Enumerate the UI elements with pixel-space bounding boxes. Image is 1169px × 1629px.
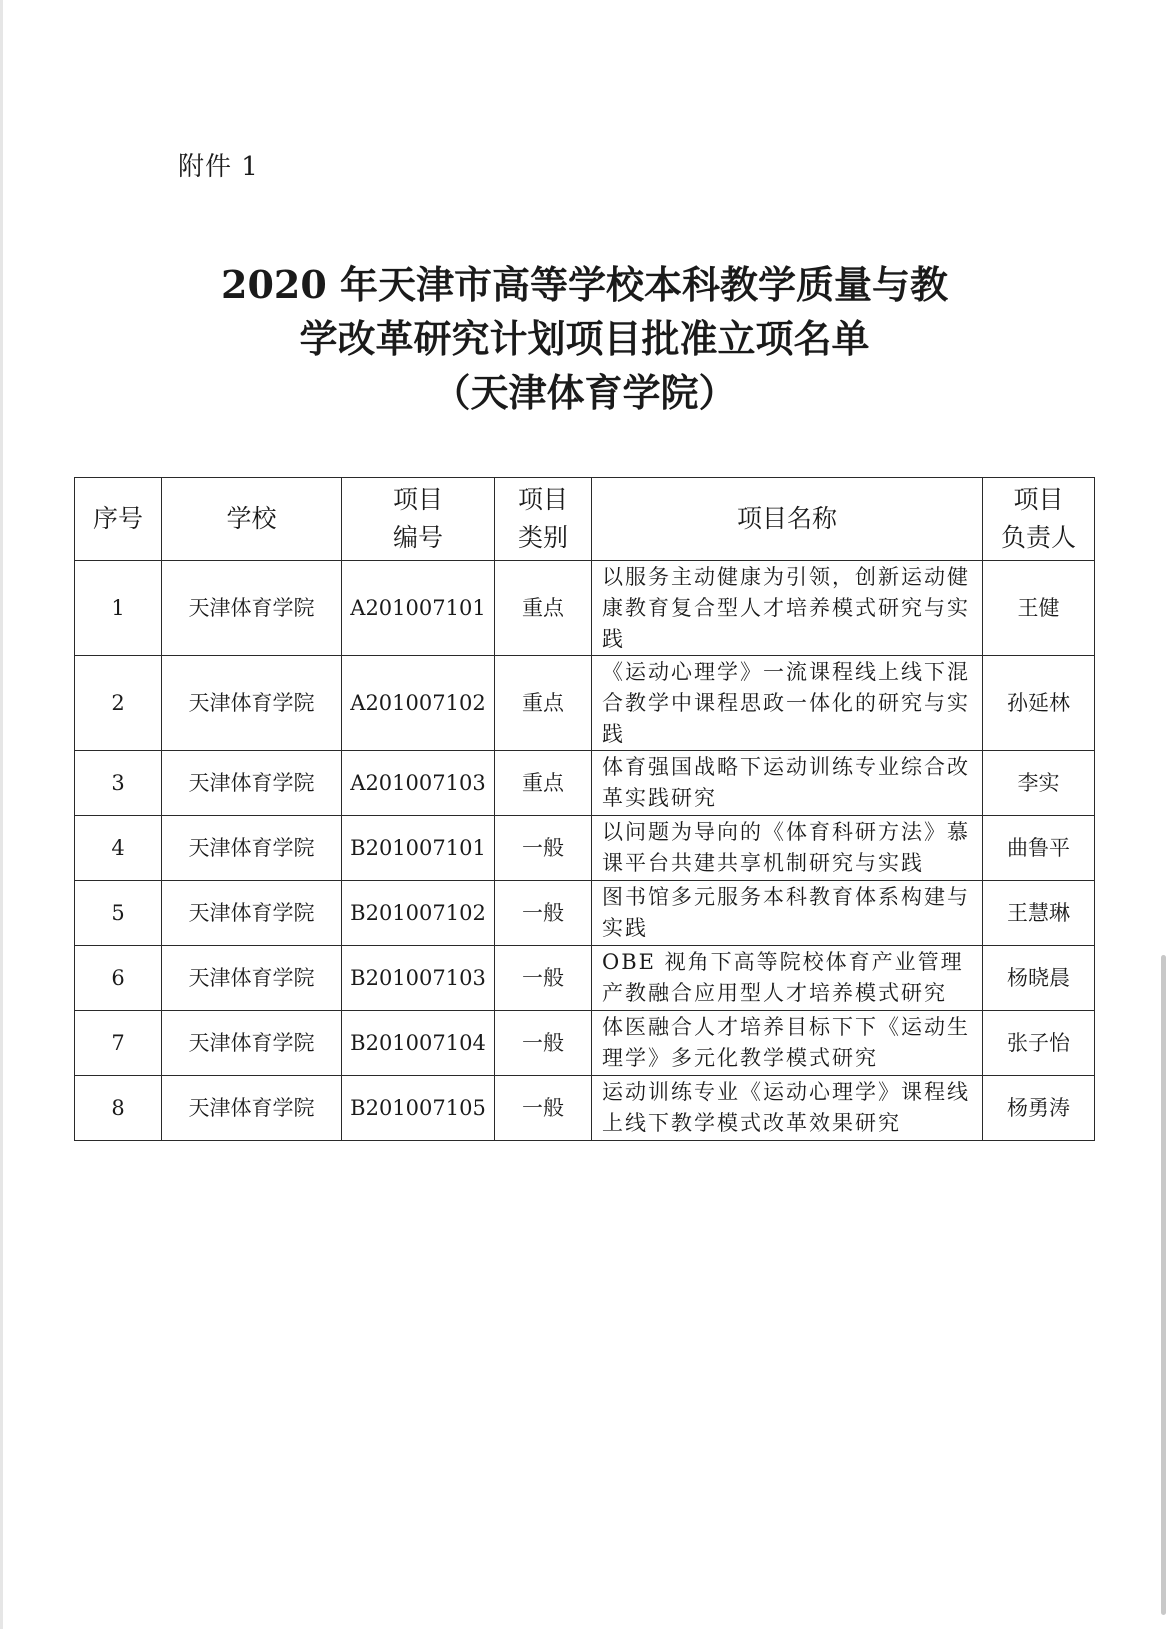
row-code: A201007102 bbox=[342, 656, 495, 751]
row-school: 天津体育学院 bbox=[162, 1011, 342, 1076]
header-code-line2: 编号 bbox=[392, 523, 443, 552]
header-code bbox=[342, 478, 495, 561]
row-leader: 李实 bbox=[983, 751, 1095, 816]
row-project-name: 以问题为导向的《体育科研方法》慕课平台共建共享机制研究与实践 bbox=[592, 816, 983, 881]
row-school: 天津体育学院 bbox=[162, 561, 342, 656]
row-school: 天津体育学院 bbox=[162, 881, 342, 946]
row-index: 4 bbox=[75, 816, 162, 881]
header-category-line1: 项目 bbox=[517, 485, 568, 514]
row-school: 天津体育学院 bbox=[162, 751, 342, 816]
header-leader-line2: 负责人 bbox=[1000, 523, 1076, 552]
row-code: B201007104 bbox=[342, 1011, 495, 1076]
table-row bbox=[75, 656, 1095, 751]
row-school: 天津体育学院 bbox=[162, 946, 342, 1011]
row-category: 重点 bbox=[495, 656, 592, 751]
row-index: 1 bbox=[75, 561, 162, 656]
row-category: 一般 bbox=[495, 946, 592, 1011]
row-leader: 王健 bbox=[983, 561, 1095, 656]
row-project-name: OBE 视角下高等院校体育产业管理产教融合应用型人才培养模式研究 bbox=[592, 946, 983, 1011]
row-category: 重点 bbox=[495, 561, 592, 656]
table-row bbox=[75, 1076, 1095, 1141]
header-leader bbox=[983, 478, 1095, 561]
project-table bbox=[74, 477, 1095, 1141]
attachment-label: 附件 1 bbox=[178, 152, 259, 182]
row-category: 重点 bbox=[495, 751, 592, 816]
row-index: 7 bbox=[75, 1011, 162, 1076]
header-leader-line1: 项目 bbox=[1013, 485, 1064, 514]
row-code: B201007103 bbox=[342, 946, 495, 1011]
row-project-name: 体育强国战略下运动训练专业综合改革实践研究 bbox=[592, 751, 983, 816]
row-category: 一般 bbox=[495, 816, 592, 881]
row-index: 6 bbox=[75, 946, 162, 1011]
table-row bbox=[75, 1011, 1095, 1076]
header-school: 学校 bbox=[162, 478, 342, 561]
row-leader: 孙延林 bbox=[983, 656, 1095, 751]
header-category-line2: 类别 bbox=[517, 523, 568, 552]
row-project-name: 以服务主动健康为引领，创新运动健康教育复合型人才培养模式研究与实践 bbox=[592, 561, 983, 656]
document-title bbox=[0, 258, 1169, 420]
vertical-scrollbar[interactable] bbox=[1161, 955, 1166, 1615]
row-index: 5 bbox=[75, 881, 162, 946]
row-category: 一般 bbox=[495, 881, 592, 946]
title-line-1: 2020 年天津市高等学校本科教学质量与教 bbox=[221, 262, 948, 307]
header-code-line1: 项目 bbox=[392, 485, 443, 514]
row-code: A201007103 bbox=[342, 751, 495, 816]
row-code: B201007105 bbox=[342, 1076, 495, 1141]
row-index: 3 bbox=[75, 751, 162, 816]
row-leader: 杨勇涛 bbox=[983, 1076, 1095, 1141]
header-category bbox=[495, 478, 592, 561]
row-leader: 曲鲁平 bbox=[983, 816, 1095, 881]
header-name: 项目名称 bbox=[592, 478, 983, 561]
table-row bbox=[75, 561, 1095, 656]
row-leader: 杨晓晨 bbox=[983, 946, 1095, 1011]
row-leader: 张子怡 bbox=[983, 1011, 1095, 1076]
table-row bbox=[75, 816, 1095, 881]
row-code: B201007102 bbox=[342, 881, 495, 946]
row-project-name: 运动训练专业《运动心理学》课程线上线下教学模式改革效果研究 bbox=[592, 1076, 983, 1141]
row-school: 天津体育学院 bbox=[162, 816, 342, 881]
row-leader: 王慧琳 bbox=[983, 881, 1095, 946]
row-code: A201007101 bbox=[342, 561, 495, 656]
page-left-edge bbox=[0, 0, 3, 1629]
row-project-name: 《运动心理学》一流课程线上线下混合教学中课程思政一体化的研究与实践 bbox=[592, 656, 983, 751]
row-code: B201007101 bbox=[342, 816, 495, 881]
row-school: 天津体育学院 bbox=[162, 656, 342, 751]
row-project-name: 图书馆多元服务本科教育体系构建与实践 bbox=[592, 881, 983, 946]
row-category: 一般 bbox=[495, 1076, 592, 1141]
row-school: 天津体育学院 bbox=[162, 1076, 342, 1141]
row-project-name: 体医融合人才培养目标下下《运动生理学》多元化教学模式研究 bbox=[592, 1011, 983, 1076]
row-index: 2 bbox=[75, 656, 162, 751]
table-header-row bbox=[75, 478, 1095, 561]
row-index: 8 bbox=[75, 1076, 162, 1141]
table-row bbox=[75, 751, 1095, 816]
table-row bbox=[75, 881, 1095, 946]
table-row bbox=[75, 946, 1095, 1011]
header-index: 序号 bbox=[75, 478, 162, 561]
row-category: 一般 bbox=[495, 1011, 592, 1076]
title-line-3: （天津体育学院） bbox=[432, 370, 737, 415]
title-line-2: 学改革研究计划项目批准立项名单 bbox=[299, 316, 870, 361]
